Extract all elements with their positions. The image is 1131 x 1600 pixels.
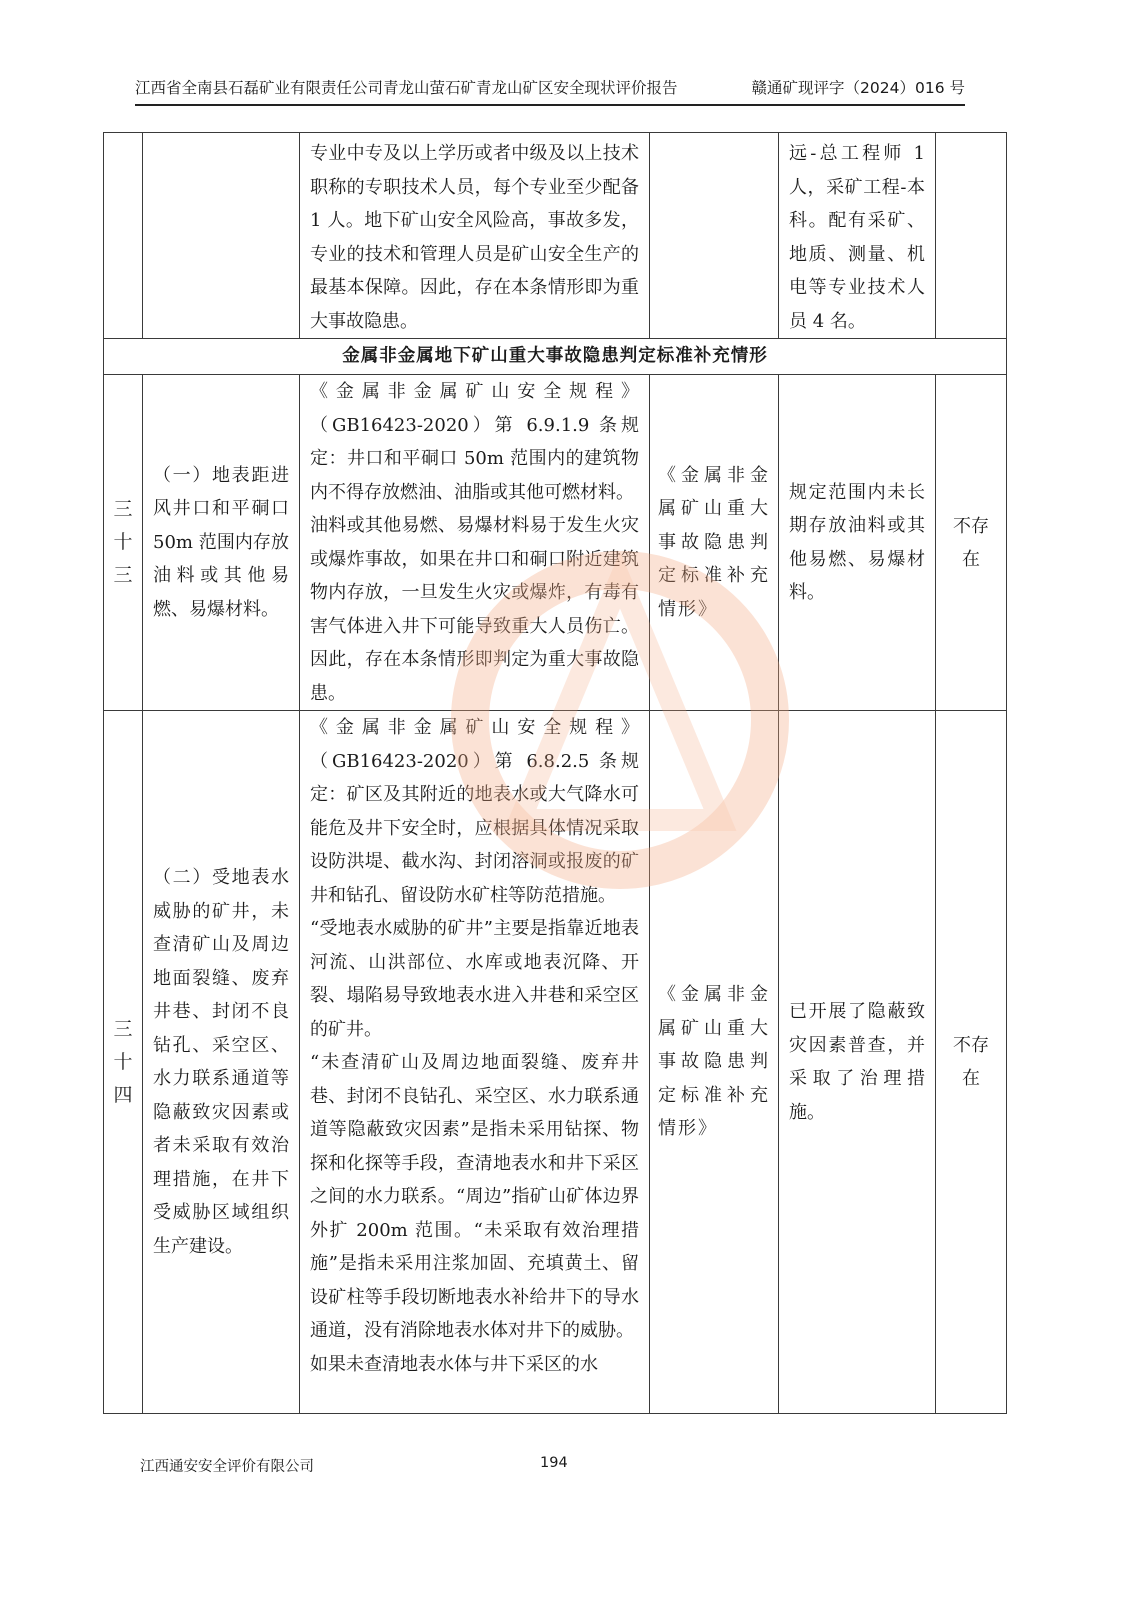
status-text: 规定范围内未长期存放油料或其他易燃、易爆材料。 — [779, 375, 936, 711]
source-standard: 《金属非金属矿山重大事故隐患判定标准补充情形》 — [650, 375, 779, 711]
table-row-34 — [104, 711, 1007, 1414]
row-number-char: 四 — [113, 1083, 133, 1106]
basis-cell — [300, 711, 650, 1414]
row-number — [104, 375, 143, 711]
source-standard: 《金属非金属矿山重大事故隐患判定标准补充情形》 — [650, 711, 779, 1414]
footer-company: 江西通安安全评价有限公司 — [140, 1459, 314, 1475]
hazard-assessment-table — [103, 132, 1007, 1414]
row-number — [104, 711, 143, 1414]
result-cell — [936, 133, 1007, 339]
item-text: （一）地表距进风井口和平硐口 50m 范围内存放油料或其他易燃、易爆材料。 — [143, 375, 300, 711]
section-title: 金属非金属地下矿山重大事故隐患判定标准补充情形 — [104, 339, 1007, 375]
status-text: 远-总工程师 1 人，采矿工程-本科。配有采矿、地质、测量、机电等专业技术人员 4 名。 — [789, 143, 925, 332]
page-number: 194 — [540, 1455, 568, 1471]
basis-paragraph: 《金属非金属矿山安全规程》（GB16423-2020）第 6.9.1.9 条规定：井口和平硐口 50m 范围内的建筑物内不得存放燃油、油脂或其他可燃材料。 — [310, 381, 639, 503]
report-title: 江西省全南县石磊矿业有限责任公司青龙山萤石矿青龙山矿区安全现状评价报告 — [135, 79, 678, 97]
table-row-33 — [104, 375, 1007, 711]
row-number-char: 三 — [113, 498, 133, 520]
row-number-char: 三 — [113, 1017, 133, 1040]
row-number-char: 十 — [113, 1050, 133, 1073]
status-cell — [779, 133, 936, 339]
basis-text: 专业中专及以上学历或者中级及以上技术职称的专职技术人员，每个专业至少配备 1 人。地下矿山安全风险高，事故多发，专业的技术和管理人员是矿山安全生产的最基本保障。因此，存在本条情形即为重大事故隐患。 — [310, 143, 639, 332]
basis-paragraph: 油料或其他易燃、易爆材料易于发生火灾或爆炸事故，如果在井口和硐口附近建筑物内存放，一旦发生火灾或爆炸，有毒有害气体进入井下可能导致重大人员伤亡。因此，存在本条情形即判定为重大事故隐患。 — [310, 515, 639, 704]
basis-paragraph: 如果未查清地表水体与井下采区的水 — [310, 1353, 598, 1375]
item-cell — [143, 133, 300, 339]
section-header-row — [104, 339, 1007, 375]
result-text: 不存 — [953, 515, 989, 537]
basis-paragraph: “受地表水威胁的矿井”主要是指靠近地表河流、山洪部位、水库或地表沉降、开裂、塌陷易导致地表水进入井巷和采空区的矿井。 — [310, 918, 639, 1040]
result-text: 在 — [962, 1068, 980, 1089]
table-row-continued — [104, 133, 1007, 339]
basis-paragraph: 《金属非金属矿山安全规程》（GB16423-2020）第 6.8.2.5 条规定：矿区及其附近的地表水或大气降水可能危及井下安全时，应根据具体情况采取设防洪堤、截水沟、封闭溶洞或报废的矿井和钻孔、留设防水矿柱等防范措施。 — [310, 717, 639, 906]
row-number-char: 十 — [113, 531, 133, 553]
basis-paragraph: “未查清矿山及周边地面裂缝、废弃井巷、封闭不良钻孔、采空区、水力联系通道等隐蔽致灾因素”是指未采用钻探、物探和化探等手段，查清地表水和井下采区之间的水力联系。“周边”指矿山矿体边界外扩 200m 范围。“未采取有效治理措施”是指未采用注浆加固、充填黄土、留设矿柱等手段切断地表水补给井下的导水通道，没有消除地表水体对井下的威胁。 — [310, 1052, 639, 1341]
result-text: 不存 — [953, 1035, 989, 1056]
item-text: （二）受地表水威胁的矿井，未查清矿山及周边地面裂缝、废弃井巷、封闭不良钻孔、采空区、水力联系通道等隐蔽致灾因素或者未采取有效治理措施，在井下受威胁区域组织生产建设。 — [143, 711, 300, 1414]
status-text: 已开展了隐蔽致灾因素普查，并采取了治理措施。 — [779, 711, 936, 1414]
source-cell — [650, 133, 779, 339]
basis-cell — [300, 133, 650, 339]
basis-cell — [300, 375, 650, 711]
assessment-result — [936, 711, 1007, 1414]
num-cell — [104, 133, 143, 339]
assessment-result — [936, 375, 1007, 711]
document-number: 赣通矿现评字（2024）016 号 — [751, 79, 965, 97]
result-text: 在 — [962, 548, 980, 570]
row-number-char: 三 — [113, 564, 133, 586]
page-header — [135, 76, 965, 106]
